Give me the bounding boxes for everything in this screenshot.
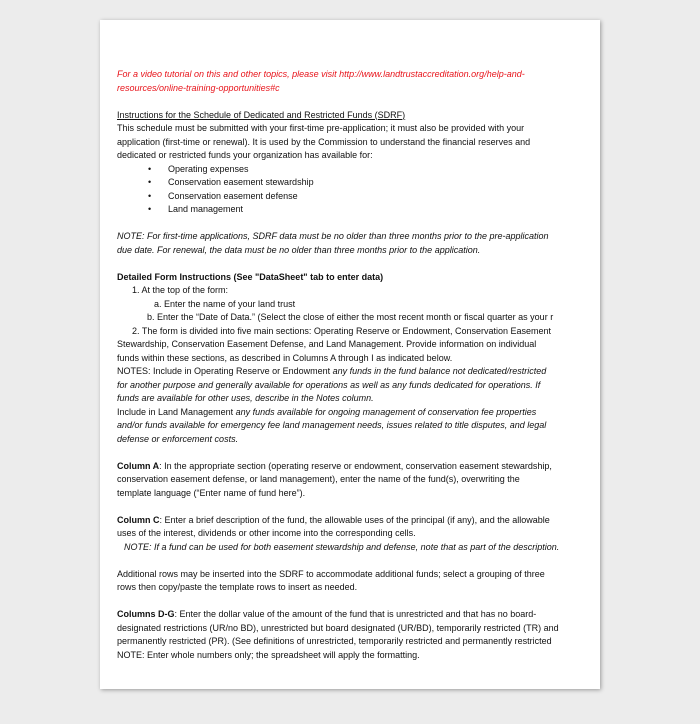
column-a-label: Column A <box>117 460 160 471</box>
bullet-item: • Operating expenses <box>117 163 597 177</box>
notes-land-label: Include in Land Management <box>117 406 234 417</box>
funds-bullet-list <box>117 163 597 217</box>
instructions-line: dedicated or restricted funds your organization has available for: <box>117 150 373 160</box>
notes-land-line: defense or enforcement costs. <box>117 433 239 444</box>
notes-land <box>117 406 597 420</box>
additional-rows-line: Additional rows may be inserted into the SDRF to accommodate additional funds; select a grouping of three <box>117 568 545 579</box>
document-page <box>100 20 600 689</box>
column-c-note: NOTE: If a fund can be used for both easement stewardship and defense, note that as part of the description. <box>124 541 560 552</box>
column-dg-line: designated restrictions (UR/no BD), unrestricted but board designated (UR/BD), temporarily restricted (TR) and <box>117 622 559 633</box>
instructions-heading: Instructions for the Schedule of Dedicated and Restricted Funds (SDRF) <box>117 109 406 120</box>
notes-operating-text: any funds in the fund balance not dedicated/restricted <box>330 366 547 376</box>
step-2-line: funds within these sections, as described in Columns A through I as indicated below. <box>117 352 453 363</box>
instructions-line: application (first-time or renewal). It is used by the Commission to understand the financial reserves and <box>117 136 531 147</box>
column-c-line <box>117 514 597 528</box>
document-content <box>117 68 597 662</box>
detailed-heading: Detailed Form Instructions (See "DataSheet" tab to enter data) <box>117 271 384 282</box>
column-dg-label: Columns D-G <box>117 609 175 619</box>
notes-operating-label: NOTES: Include in Operating Reserve or Endowment <box>117 366 331 376</box>
notes-land-text: any funds available for ongoing management of conservation fee properties <box>233 406 537 417</box>
column-dg-line <box>117 608 597 622</box>
step-1: 1. At the top of the form: <box>132 285 229 295</box>
step-1a: a. Enter the name of your land trust <box>154 298 296 309</box>
notes-operating-line: for another purpose and generally available for operations as well as any funds dedicated for operations. If <box>117 379 541 390</box>
notes-operating-line: funds are available for other uses, describe in the Notes column. <box>117 393 374 403</box>
column-a-line <box>117 460 597 474</box>
notes-land-line: and/or funds available for emergency fee land management needs, issues related to title disputes, and legal <box>117 420 547 430</box>
sdrf-note-line: due date. For renewal, the data must be no older than three months prior to the application. <box>117 244 481 255</box>
bullet-item: • Conservation easement stewardship <box>117 176 597 190</box>
tutorial-line-1[interactable]: For a video tutorial on this and other topics, please visit http://www.landtrustaccreditation.org/help-and- <box>117 69 525 79</box>
column-dg-text: : Enter the dollar value of the amount of the fund that is unrestricted and that has no board- <box>174 609 537 619</box>
step-2-line: Stewardship, Conservation Easement Defense, and Land Management. Provide information on individual <box>117 339 537 349</box>
step-2-line: 2. The form is divided into five main sections: Operating Reserve or Endowment, Conservation Easement <box>132 325 552 336</box>
tutorial-line-2[interactable]: resources/online-training-opportunities#c <box>117 82 280 93</box>
bullet-item: • Land management <box>117 203 597 217</box>
column-a-line: template language (“Enter name of fund here”). <box>117 487 306 498</box>
column-a-line: conservation easement defense, or land management), enter the name of the fund(s), overwriting the <box>117 474 520 484</box>
column-dg-line: permanently restricted (PR). (See definitions of unrestricted, temporarily restricted and permanently restricted <box>117 636 552 646</box>
step-1b: b. Enter the “Date of Data.” (Select the close of either the most recent month or fiscal quarter as your r <box>147 312 554 322</box>
additional-rows-line: rows then copy/paste the template rows to insert as needed. <box>117 582 358 592</box>
instructions-line: This schedule must be submitted with your first-time pre-application; it must also be provided with your <box>117 123 525 133</box>
column-dg-line: NOTE: Enter whole numbers only; the spreadsheet will apply the formatting. <box>117 649 420 660</box>
column-c-text: : Enter a brief description of the fund, the allowable uses of the principal (if any), and the allowable <box>159 514 550 525</box>
column-c-line: uses of the interest, dividends or other income into the corresponding cells. <box>117 528 416 538</box>
column-c-label: Column C <box>117 514 160 525</box>
column-a-text: : In the appropriate section (operating reserve or endowment, conservation easement stewardship, <box>159 460 552 471</box>
bullet-item: • Conservation easement defense <box>117 190 597 204</box>
notes-operating <box>117 365 597 379</box>
sdrf-note-line: NOTE: For first-time applications, SDRF data must be no older than three months prior to the pre-application <box>117 231 549 241</box>
